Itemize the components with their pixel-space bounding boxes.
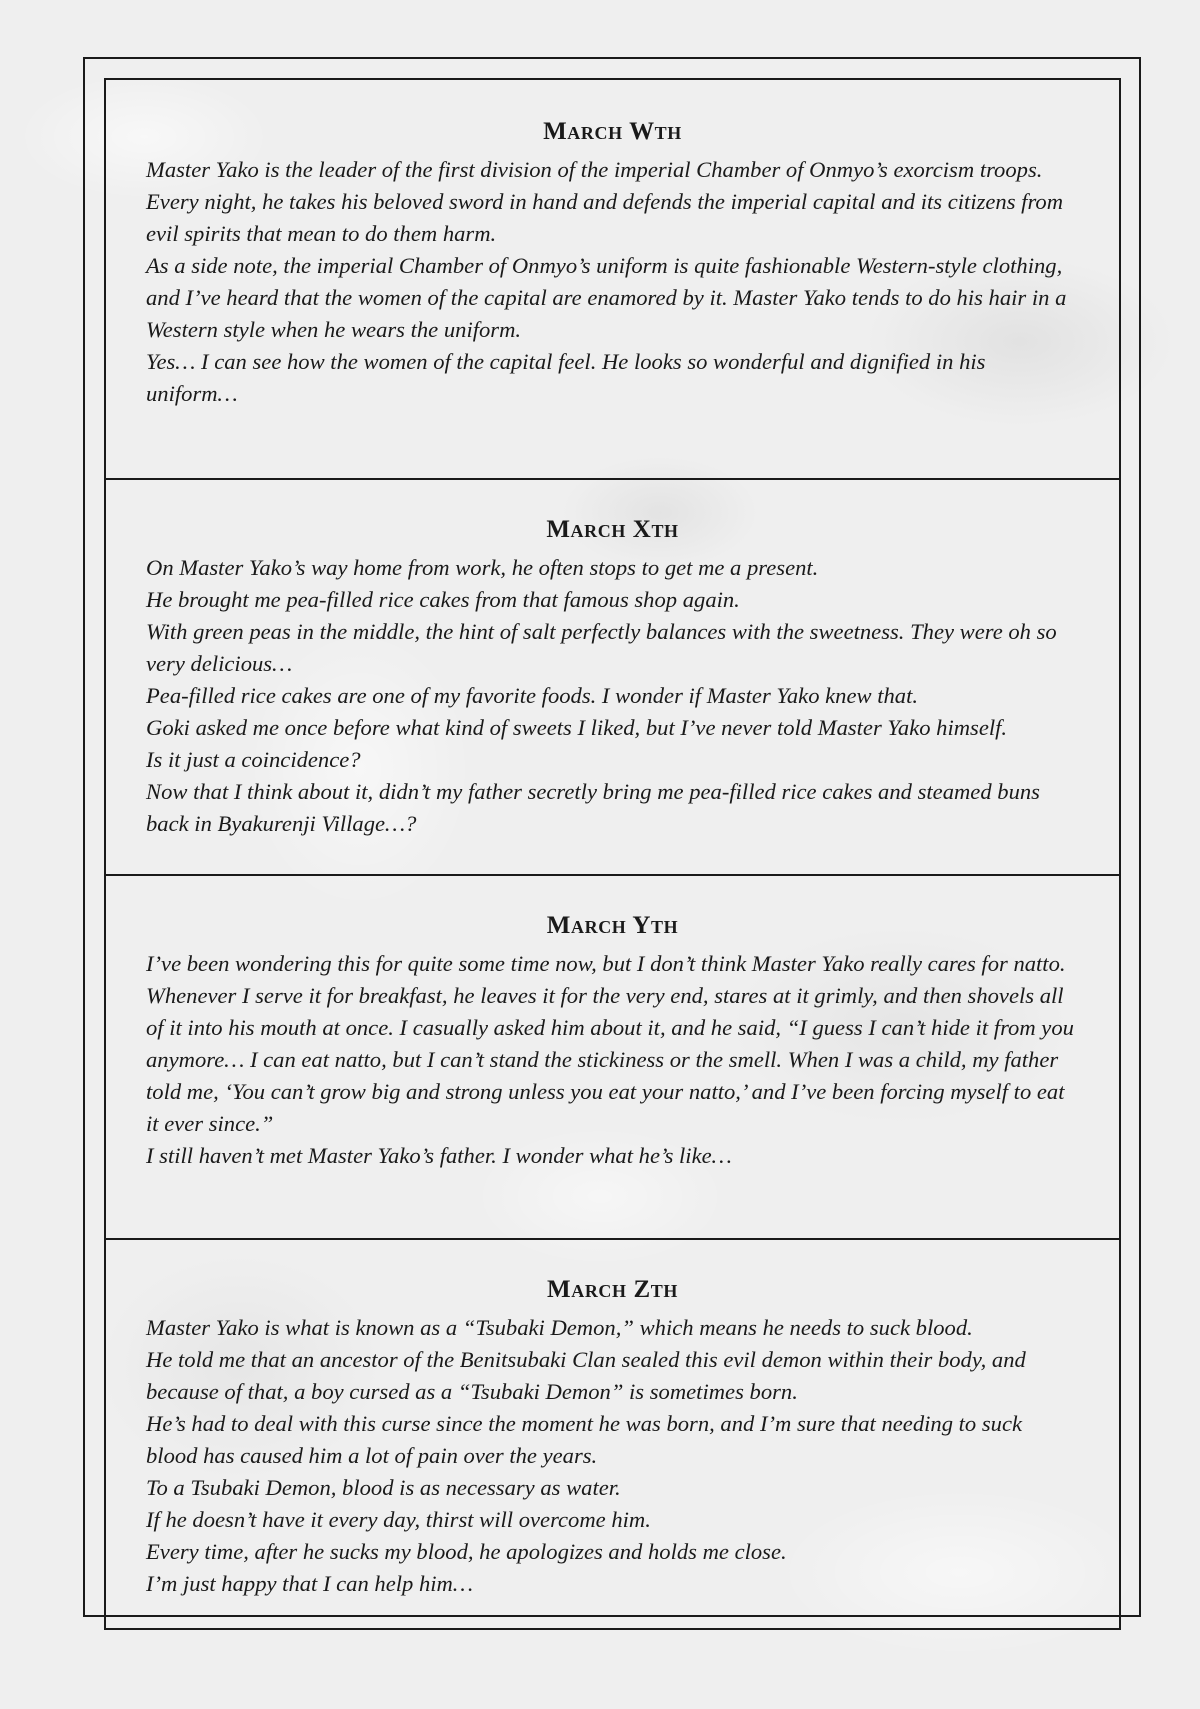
- diary-frame: [104, 78, 1121, 1630]
- entry-paragraph: Yes… I can see how the women of the capital feel. He looks so wonderful and dignified in his uniform…: [146, 349, 986, 406]
- entry-paragraph: Pea-filled rice cakes are one of my favorite foods. I wonder if Master Yako knew that.: [146, 683, 919, 708]
- entry-paragraph: He brought me pea-filled rice cakes from that famous shop again.: [146, 587, 740, 612]
- entry-heading: March Zth: [547, 1276, 678, 1303]
- entry-paragraph: I’ve been wondering this for quite some time now, but I don’t think Master Yako really cares for natto.: [146, 951, 1066, 976]
- entry-paragraph: To a Tsubaki Demon, blood is as necessary as water.: [146, 1475, 621, 1500]
- entry-heading: March Yth: [546, 912, 679, 939]
- entry-body: [146, 552, 1079, 840]
- entry-paragraph: Goki asked me once before what kind of sweets I liked, but I’ve never told Master Yako himself.: [146, 715, 1008, 740]
- entry-paragraph: Master Yako is what is known as a “Tsubaki Demon,” which means he needs to suck blood.: [146, 1315, 973, 1340]
- entry-paragraph: Whenever I serve it for breakfast, he leaves it for the very end, stares at it grimly, and then shovels all of it into his mouth at once. I casually asked him about it, and he said, “I guess I can’t hide it from you anymore… I can eat natto, but I can’t stand the stickiness or the smell. When I was a child, my father told me, ‘You can’t grow big and strong unless you eat your natto,’ and I’ve been forcing myself to eat it ever since.”: [146, 983, 1074, 1136]
- entry-paragraph: Is it just a coincidence?: [146, 747, 361, 772]
- entry-body: [146, 1312, 1079, 1600]
- diary-entry-march-z: [106, 1240, 1119, 1628]
- diary-entry-march-w: [106, 80, 1119, 480]
- entry-paragraph: Master Yako is the leader of the first division of the imperial Chamber of Onmyo’s exorcism troops.: [146, 157, 1043, 182]
- diary-entry-march-x: [106, 480, 1119, 876]
- entry-paragraph: He told me that an ancestor of the Benitsubaki Clan sealed this evil demon within their body, and because of that, a boy cursed as a “Tsubaki Demon” is sometimes born.: [146, 1347, 1026, 1404]
- entry-paragraph: With green peas in the middle, the hint of salt perfectly balances with the sweetness. They were oh so very delicious…: [146, 619, 1057, 676]
- entry-paragraph: Now that I think about it, didn’t my father secretly bring me pea-filled rice cakes and steamed buns back in Byakurenji Village…?: [146, 779, 1040, 836]
- entry-heading: March Wth: [543, 118, 682, 145]
- entry-paragraph: I still haven’t met Master Yako’s father. I wonder what he’s like…: [146, 1143, 732, 1168]
- entry-paragraph: If he doesn’t have it every day, thirst will overcome him.: [146, 1507, 651, 1532]
- entry-body: [146, 154, 1079, 410]
- entry-paragraph: Every night, he takes his beloved sword in hand and defends the imperial capital and its citizens from evil spirits that mean to do them harm.: [146, 189, 1064, 246]
- entry-body: [146, 948, 1079, 1172]
- entry-heading: March Xth: [546, 516, 679, 543]
- diary-entry-march-y: [106, 876, 1119, 1240]
- entry-paragraph: I’m just happy that I can help him…: [146, 1571, 473, 1596]
- entry-paragraph: On Master Yako’s way home from work, he often stops to get me a present.: [146, 555, 819, 580]
- entry-paragraph: Every time, after he sucks my blood, he apologizes and holds me close.: [146, 1539, 787, 1564]
- entry-paragraph: As a side note, the imperial Chamber of Onmyo’s uniform is quite fashionable Western-style clothing, and I’ve heard that the women of the capital are enamored by it. Master Yako tends to do his hair in a Western style when he wears the uniform.: [146, 253, 1067, 342]
- entry-paragraph: He’s had to deal with this curse since the moment he was born, and I’m sure that needing to suck blood has caused him a lot of pain over the years.: [146, 1411, 1023, 1468]
